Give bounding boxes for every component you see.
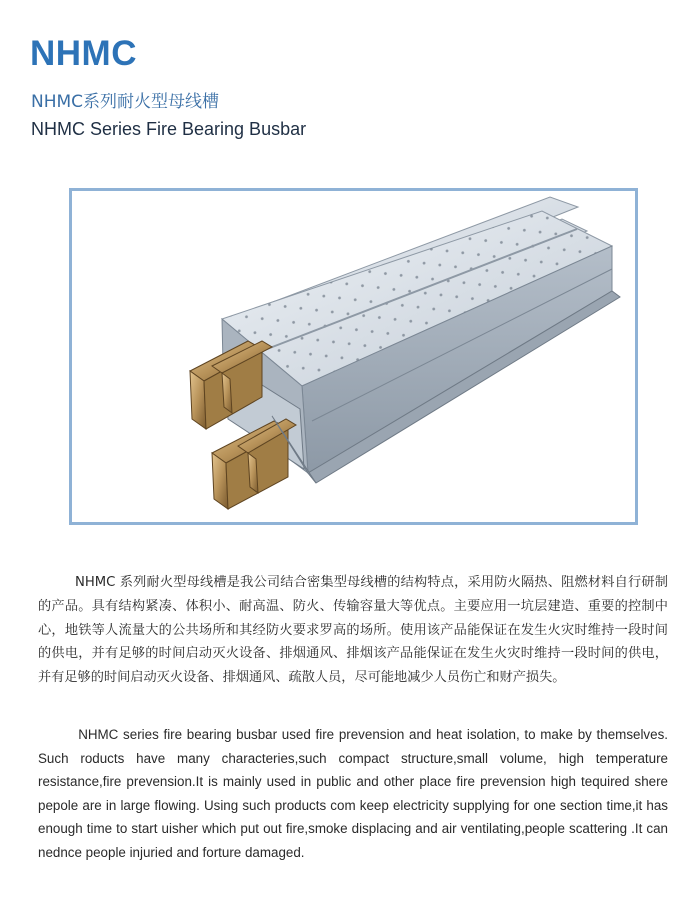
busbar-illustration: [72, 191, 635, 522]
description-chinese: NHMC 系列耐火型母线槽是我公司结合密集型母线槽的结构特点，采用防火隔热、阻燃材料自行研制的产品。具有结构紧凑、体积小、耐高温、防火、传输容量大等优点。主要应用一坑层建造、重要的控制中心，地铁等人流量大的公共场所和其经防火要求罗高的场所。使用该产品能保证在发生火灾时维持一段时间的供电，并有足够的时间启动灭火设备、排烟通风、排烟该产品能保证在发生火灾时维持一段时间的供电，并有足够的时间启动灭火设备、排烟通风、疏散人员，尽可能地减少人员伤亡和财产损失。: [38, 575, 668, 686]
description-english: NHMC series fire bearing busbar used fire prevension and heat isolation, to make by themselves. Such roducts have many characteries,such compact structure,small volume, high temperature resistance,fire prevension.It is mainly used in public and other place fire prevension high tequired shere pepole are in large flowing. Using such products com keep electricity supplying for one section time,it has enough time to start uisher which put out fire,smoke displacing and air ventilating,people scattering .It can nednce people injuried and forture damaged.: [38, 727, 668, 860]
product-photo: [69, 188, 638, 525]
product-title-english: NHMC Series Fire Bearing Busbar: [31, 119, 307, 139]
brand-logo-text: NHMC: [30, 34, 137, 73]
product-title-chinese: NHMC系列耐火型母线槽: [31, 92, 220, 112]
